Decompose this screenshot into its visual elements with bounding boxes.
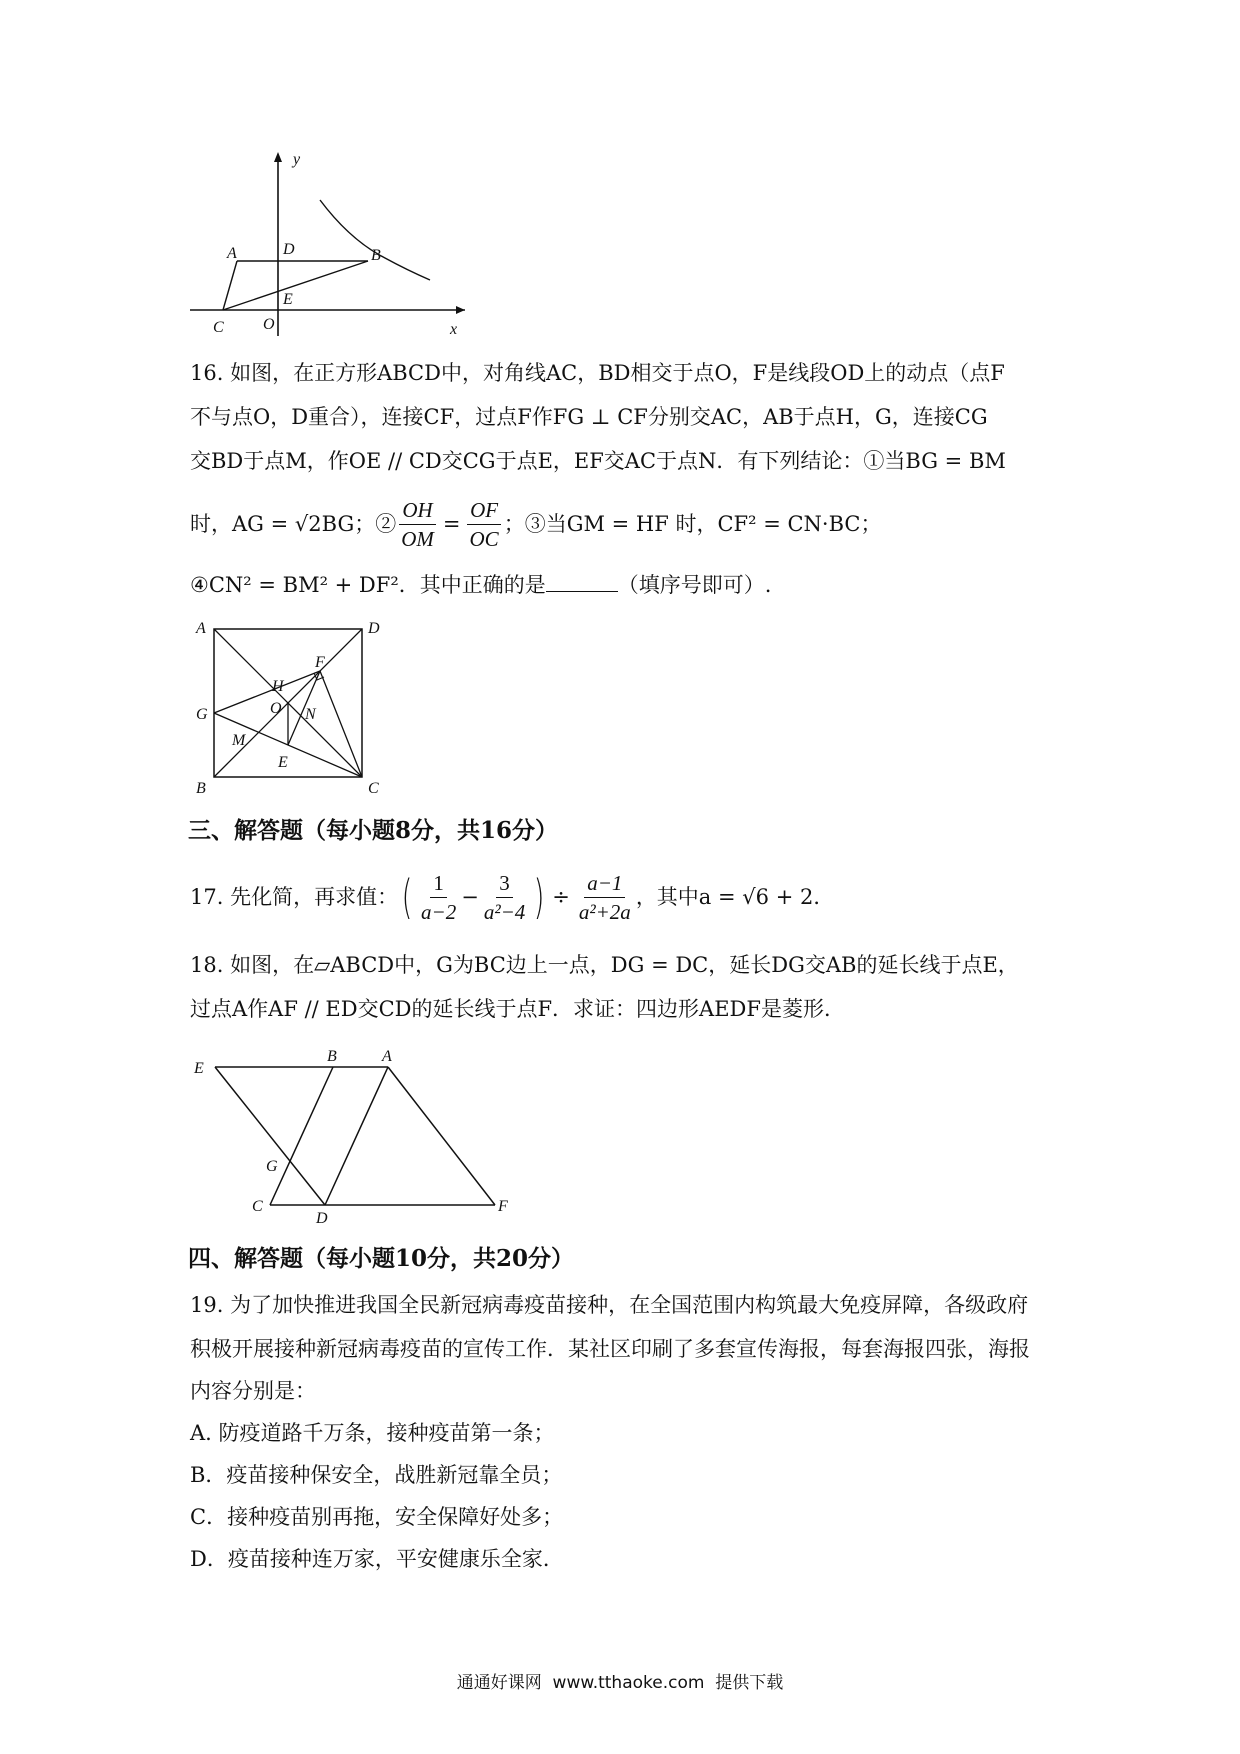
right-paren: ) bbox=[533, 870, 545, 924]
q16-line5-suffix: （填序号即可）. bbox=[617, 573, 772, 597]
q17-line bbox=[190, 862, 834, 932]
label-h: H bbox=[272, 678, 284, 695]
figure-q18 bbox=[190, 1045, 530, 1225]
label-a: A bbox=[227, 245, 237, 262]
figure-q16 bbox=[190, 615, 400, 795]
page-footer: 通通好课网 www.tthaoke.com 提供下载 bbox=[456, 1673, 784, 1693]
label-n: N bbox=[305, 706, 316, 723]
q19-option-a: A. 防疫道路千万条，接种疫苗第一条； bbox=[190, 1421, 555, 1445]
label-b: B bbox=[196, 780, 206, 795]
q16-line5-prefix: ④CN² = BM² + DF²．其中正确的是 bbox=[190, 573, 546, 597]
fraction-of-oc bbox=[467, 496, 502, 553]
label-d: D bbox=[368, 620, 380, 637]
q16-line5 bbox=[190, 570, 771, 600]
label-c: C bbox=[252, 1198, 263, 1215]
q17-prefix: 17. 先化简，再求值： bbox=[190, 885, 399, 909]
q19-line1: 19. 为了加快推进我国全民新冠病毒疫苗接种，在全国范围内构筑最大免疫屏障，各级政府 bbox=[190, 1293, 1029, 1317]
label-m: M bbox=[232, 732, 246, 749]
fraction-denominator: a²+2a bbox=[578, 899, 631, 924]
divide-sign: ÷ bbox=[552, 885, 570, 909]
label-e: E bbox=[278, 754, 288, 771]
q16-line3: 交BD于点M，作OE // CD交CG于点E，EF交AC于点N．有下列结论：①当BG = BM bbox=[190, 449, 1006, 473]
fraction-denominator: OC bbox=[469, 526, 499, 551]
section-4-title: 四、解答题（每小题10分，共20分） bbox=[188, 1245, 575, 1272]
fraction-3 bbox=[576, 869, 634, 926]
label-g: G bbox=[266, 1158, 278, 1175]
label-c: C bbox=[213, 319, 224, 336]
fraction-oh-om bbox=[398, 496, 437, 553]
label-b: B bbox=[371, 247, 381, 264]
q17-suffix: ，其中a = √6 + 2． bbox=[635, 885, 835, 909]
label-x: x bbox=[450, 321, 458, 338]
fraction-2 bbox=[481, 869, 528, 926]
fraction-1 bbox=[418, 869, 459, 926]
label-b: B bbox=[327, 1048, 337, 1065]
fraction-numerator: 3 bbox=[496, 869, 513, 898]
q16-line4 bbox=[190, 492, 882, 556]
minus-sign: − bbox=[461, 885, 479, 909]
label-c: C bbox=[368, 780, 379, 795]
label-a: A bbox=[382, 1048, 392, 1065]
label-d: D bbox=[283, 241, 295, 258]
label-e: E bbox=[194, 1060, 204, 1077]
fraction-numerator: 1 bbox=[430, 869, 447, 898]
equals-sign: = bbox=[442, 512, 461, 536]
fraction-numerator: a−1 bbox=[584, 869, 625, 898]
q16-line2: 不与点O，D重合），连接CF，过点F作FG ⊥ CF分别交AC，AB于点H，G，连接CG bbox=[190, 405, 988, 429]
q19-option-c: C．接种疫苗别再拖，安全保障好处多； bbox=[190, 1505, 564, 1529]
q16-line4-suffix: ；③当GM = HF 时，CF² = CN·BC； bbox=[503, 512, 882, 536]
label-o: O bbox=[270, 700, 282, 717]
q19-option-d: D．疫苗接种连万家，平安健康乐全家． bbox=[190, 1547, 564, 1571]
label-y: y bbox=[293, 151, 301, 168]
left-paren: ( bbox=[401, 870, 413, 924]
fraction-denominator: OM bbox=[401, 526, 434, 551]
label-f: F bbox=[498, 1198, 508, 1215]
q16-line1: 16. 如图，在正方形ABCD中，对角线AC，BD相交于点O，F是线段OD上的动点（点F bbox=[190, 361, 1005, 385]
q18-line1: 18. 如图，在▱ABCD中，G为BC边上一点，DG = DC，延长DG交AB的延长线于点E， bbox=[190, 953, 1019, 977]
label-e: E bbox=[283, 291, 293, 308]
q19-option-b: B．疫苗接种保安全，战胜新冠靠全员； bbox=[190, 1463, 563, 1487]
fraction-denominator: a²−4 bbox=[483, 899, 526, 924]
label-f: F bbox=[315, 654, 325, 671]
fraction-denominator: a−2 bbox=[421, 899, 457, 924]
q19-line2: 积极开展接种新冠病毒疫苗的宣传工作．某社区印刷了多套宣传海报，每套海报四张，海报 bbox=[190, 1337, 1030, 1361]
q18-line2: 过点A作AF // ED交CD的延长线于点F．求证：四边形AEDF是菱形． bbox=[190, 997, 845, 1021]
label-a: A bbox=[196, 620, 206, 637]
section-3-title: 三、解答题（每小题8分，共16分） bbox=[188, 817, 559, 844]
fraction-numerator: OF bbox=[467, 496, 501, 525]
figure-q15 bbox=[185, 148, 475, 338]
label-g: G bbox=[196, 706, 208, 723]
q16-line4-prefix: 时，AG = √2BG；② bbox=[190, 512, 397, 536]
label-o: O bbox=[263, 316, 275, 333]
fraction-numerator: OH bbox=[399, 496, 435, 525]
q19-line3: 内容分别是： bbox=[190, 1379, 316, 1403]
answer-blank bbox=[546, 573, 618, 592]
label-d: D bbox=[316, 1210, 328, 1225]
